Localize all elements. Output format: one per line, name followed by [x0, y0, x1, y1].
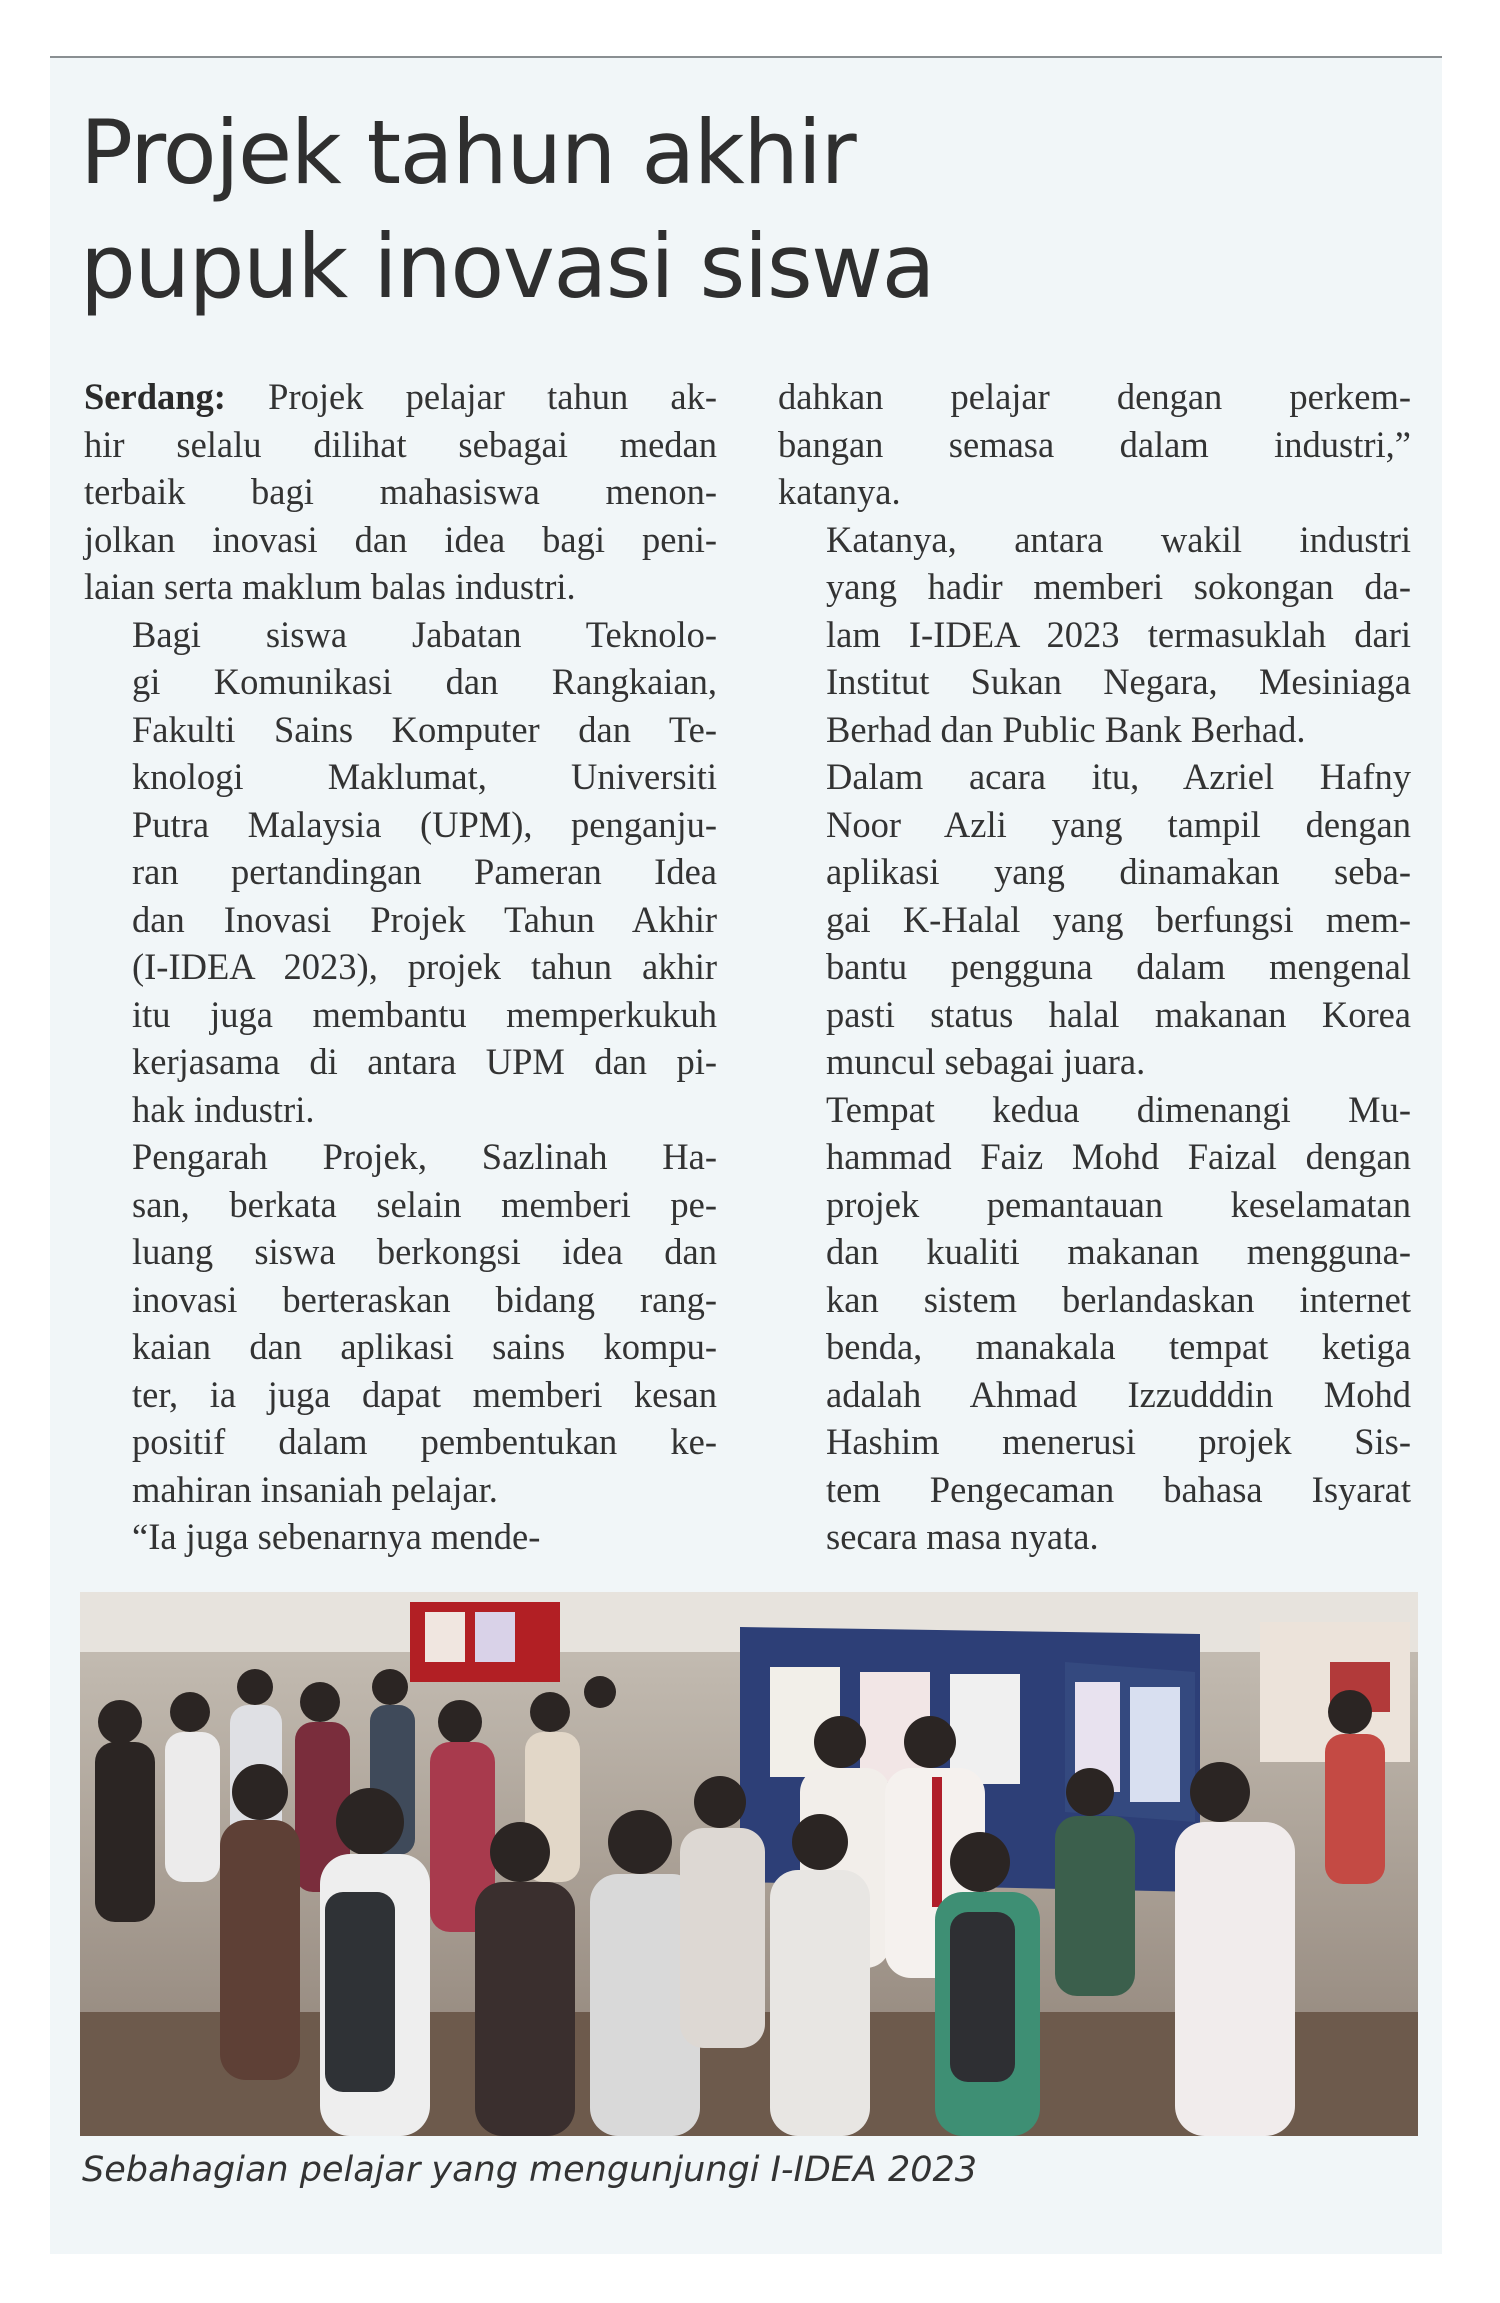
article-line: ran pertandingan Pameran Idea	[132, 851, 717, 892]
article-line-text: Projek pelajar tahun ak-	[225, 376, 717, 417]
article-line: Institut Sukan Negara, Mesiniaga	[826, 661, 1411, 702]
article-line: “Ia juga sebenarnya mende-	[132, 1516, 541, 1557]
article-line: san, berkata selain memberi pe-	[132, 1183, 717, 1225]
article-line: hir selalu dilihat sebagai medan	[84, 423, 717, 465]
article-line: Dalam acara itu, Azriel Hafny	[826, 756, 1411, 797]
article-paragraph	[84, 1133, 717, 1513]
article-line: yang hadir memberi sokongan da-	[826, 566, 1411, 607]
crowd-photo-illustration	[80, 1592, 1418, 2136]
article-line: Hashim menerusi projek Sis-	[826, 1421, 1411, 1462]
event-photo	[80, 1592, 1418, 2136]
article-paragraph	[778, 1086, 1411, 1561]
article-column-left	[84, 373, 717, 1561]
article-line	[84, 373, 717, 421]
article-line: kerjasama di antara UPM dan pi-	[132, 1041, 717, 1082]
article-line: hammad Faiz Mohd Faizal dengan	[826, 1136, 1411, 1177]
article-paragraph	[778, 753, 1411, 1086]
article-line: ter, ia juga dapat memberi kesan	[132, 1373, 717, 1415]
article-line: benda, manakala tempat ketiga	[826, 1326, 1411, 1367]
article-line: laian serta maklum balas industri.	[84, 566, 576, 607]
article-line: projek pemantauan keselamatan	[826, 1183, 1411, 1225]
article-line: Bagi siswa Jabatan Teknolo-	[132, 613, 717, 655]
article-line: positif dalam pembentukan ke-	[132, 1421, 717, 1462]
article-line: adalah Ahmad Izzudddin Mohd	[826, 1373, 1411, 1415]
article-line: itu juga membantu memperkukuh	[132, 993, 717, 1035]
newspaper-clipping	[50, 56, 1442, 2254]
article-line: aplikasi yang dinamakan seba-	[826, 851, 1411, 892]
article-line: knologi Maklumat, Universiti	[132, 756, 717, 797]
article-line: lam I-IDEA 2023 termasuklah dari	[826, 613, 1411, 655]
article-line: dan kualiti makanan mengguna-	[826, 1231, 1411, 1272]
article-line: Fakulti Sains Komputer dan Te-	[132, 708, 717, 750]
article-paragraph	[778, 373, 1411, 516]
article-line: terbaik bagi mahasiswa menon-	[84, 471, 717, 512]
article-line: Putra Malaysia (UPM), penganju-	[132, 803, 717, 845]
article-line: (I-IDEA 2023), projek tahun akhir	[132, 946, 717, 987]
article-line: pasti status halal makanan Korea	[826, 993, 1411, 1035]
article-line: Pengarah Projek, Sazlinah Ha-	[132, 1136, 717, 1177]
article-line: bantu pengguna dalam mengenal	[826, 946, 1411, 987]
article-line: secara masa nyata.	[826, 1516, 1099, 1557]
article-paragraph	[84, 373, 717, 611]
article-line: gi Komunikasi dan Rangkaian,	[132, 661, 717, 702]
article-line: katanya.	[778, 471, 901, 512]
headline-line-2: pupuk inovasi siswa	[80, 215, 935, 318]
article-line: muncul sebagai juara.	[826, 1041, 1146, 1082]
article-line: jolkan inovasi dan idea bagi peni-	[84, 518, 717, 560]
article-paragraph	[778, 516, 1411, 754]
article-line: Tempat kedua dimenangi Mu-	[826, 1088, 1411, 1130]
article-line: bangan semasa dalam industri,”	[778, 423, 1411, 465]
article-line: dan Inovasi Projek Tahun Akhir	[132, 898, 717, 940]
article-line: Berhad dan Public Bank Berhad.	[826, 708, 1306, 750]
article-line: Katanya, antara wakil industri	[826, 518, 1411, 560]
photo-caption: Sebahagian pelajar yang mengunjungi I-IDEA 2023	[82, 2150, 978, 2190]
article-line: Noor Azli yang tampil dengan	[826, 803, 1411, 845]
article-line: kan sistem berlandaskan internet	[826, 1278, 1411, 1320]
article-paragraph	[84, 611, 717, 1134]
article-column-right	[778, 373, 1411, 1561]
article-line: dahkan pelajar dengan perkem-	[778, 376, 1411, 417]
headline-line-1: Projek tahun akhir	[80, 101, 856, 204]
article-line: gai K-Halal yang berfungsi mem-	[826, 898, 1411, 940]
article-paragraph	[84, 1513, 717, 1561]
dateline: Serdang:	[84, 376, 226, 417]
article-line: tem Pengecaman bahasa Isyarat	[826, 1468, 1411, 1510]
article-line: luang siswa berkongsi idea dan	[132, 1231, 717, 1272]
headline	[80, 96, 934, 324]
article-line: inovasi berteraskan bidang rang-	[132, 1278, 717, 1320]
article-line: mahiran insaniah pelajar.	[132, 1468, 498, 1510]
article-line: hak industri.	[132, 1088, 315, 1130]
article-line: kaian dan aplikasi sains kompu-	[132, 1326, 717, 1367]
